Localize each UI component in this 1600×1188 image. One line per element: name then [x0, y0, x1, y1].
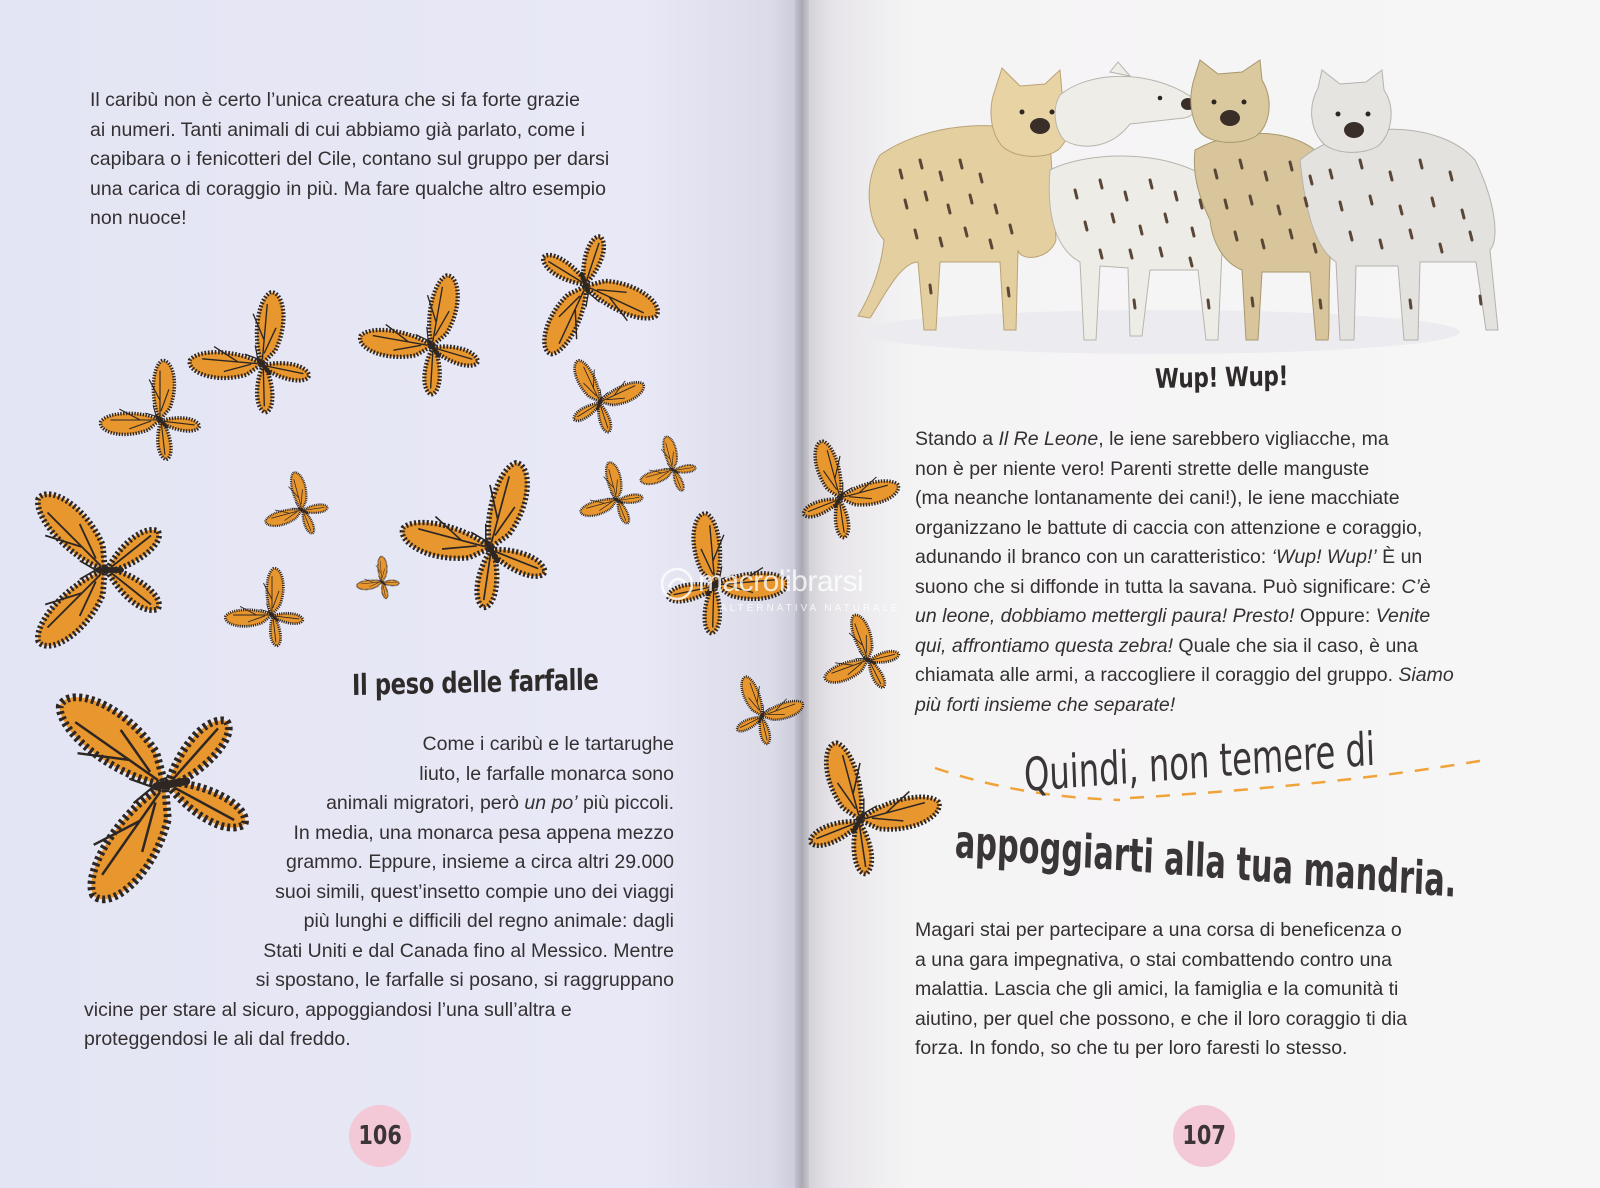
text-line: suoi simili, quest’insetto compie uno dei viaggi [275, 880, 674, 903]
butterfly-illustration [646, 511, 789, 652]
text-line: adunando il branco con un caratteristico: ‘Wup! Wup!’ È un [915, 546, 1423, 568]
intro-paragraph [90, 86, 609, 234]
text-line: Il caribù non è certo l’unica creatura che si fa forte grazie [90, 89, 580, 111]
butterfly-illustration [224, 567, 316, 659]
butterfly-illustration [516, 226, 660, 356]
text-line: chiamata alle armi, a raccogliere il coraggio del gruppo. Siamo [915, 664, 1454, 686]
butterfly-illustration [358, 273, 501, 411]
text-line: organizzano le battute di caccia con attenzione e coraggio, [915, 516, 1423, 539]
text-line: a una gara impegnativa, o stai combattendo contro una [915, 948, 1392, 971]
butterfly-illustration [264, 471, 335, 546]
text-line: vicine per stare al sicuro, appoggiandosi l’una sull’altra e [84, 998, 572, 1021]
section-heading-hyenas: Wup! Wup! [1154, 361, 1289, 395]
text-line: non è per niente vero! Parenti strette delle manguste [915, 457, 1370, 480]
text-line: non nuoce! [90, 207, 187, 229]
text-line: Magari stai per partecipare a una corsa di beneficenza o [915, 919, 1402, 941]
text-line: ai numeri. Tanti animali di cui abbiamo già parlato, come i [90, 118, 585, 141]
text-line: un leone, dobbiamo mettergli paura! Presto! Oppure: Venite [915, 605, 1431, 627]
text-line: animali migratori, però un po’ più piccoli. [326, 792, 674, 814]
butterfly-illustration [557, 359, 645, 438]
text-line: si spostano, le farfalle si posano, si raggruppano [255, 969, 674, 991]
watermark-tagline: ALTERNATIVA NATURALE [720, 603, 901, 614]
text-line: aiutino, per quel che possono, e che il loro coraggio ti dia [915, 1007, 1408, 1030]
text-line: (ma neanche lontanamente dei cani!), le iene macchiate [915, 487, 1400, 509]
butterfly-illustration [356, 556, 406, 607]
butterfly-illustration [579, 461, 650, 536]
text-line: forza. In fondo, so che tu per loro faresti lo stesso. [915, 1037, 1348, 1059]
butterfly-illustration [783, 741, 942, 890]
hyena-pack-illustration [858, 60, 1498, 354]
monarch-paragraph [84, 730, 714, 1055]
butterfly-illustration [824, 614, 907, 704]
text-line: In media, una monarca pesa appena mezzo [293, 821, 674, 844]
hyena-paragraph [915, 425, 1454, 720]
text-line: grammo. Eppure, insieme a circa altri 29.000 [285, 851, 674, 873]
text-line: una carica di coraggio in più. Ma fare qualche altro esempio [90, 177, 606, 200]
text-line: Stati Uniti e dal Canada fino al Messico. Mentre [263, 939, 674, 962]
closing-paragraph [915, 916, 1407, 1064]
text-line: più lunghi e difficili del regno animale: dagli [303, 910, 674, 932]
butterfly-illustration [38, 494, 159, 646]
pull-quote-line-1: Quindi, non temere di [1023, 721, 1376, 802]
text-line: capibara o i fenicotteri del Cile, contano sul gruppo per darsi [90, 148, 610, 170]
text-line: suono che si diffonde in tutta la savana. Può significare: C’è [915, 575, 1431, 598]
section-heading-butterflies: Il peso delle farfalle [351, 662, 599, 702]
butterfly-illustration [98, 358, 215, 475]
pull-quote-line-2: appoggiarti alla tua mandria. [954, 814, 1458, 908]
butterfly-illustration [187, 290, 330, 431]
page-number-right: 107 [1173, 1105, 1235, 1167]
text-line: più forti insieme che separate! [915, 693, 1176, 716]
text-line: proteggendosi le ali dal freddo. [84, 1028, 351, 1050]
butterfly-illustration [784, 440, 901, 550]
butterfly-illustration [399, 460, 574, 625]
text-line: Stando a Il Re Leone, le iene sarebbero vigliacche, ma [915, 428, 1389, 450]
page-number-left: 106 [349, 1105, 411, 1167]
text-line: malattia. Lascia che gli amici, la famiglia e la comunità ti [915, 978, 1399, 1000]
text-line: liuto, le farfalle monarca sono [419, 762, 674, 785]
text-line: Come i caribù e le tartarughe [422, 733, 674, 755]
text-line: qui, affrontiamo questa zebra! Quale che sia il caso, è una [915, 634, 1418, 657]
butterfly-illustration [640, 435, 703, 502]
watermark-brand: macrolibrarsi [698, 565, 864, 598]
butterfly-illustration [722, 676, 804, 752]
